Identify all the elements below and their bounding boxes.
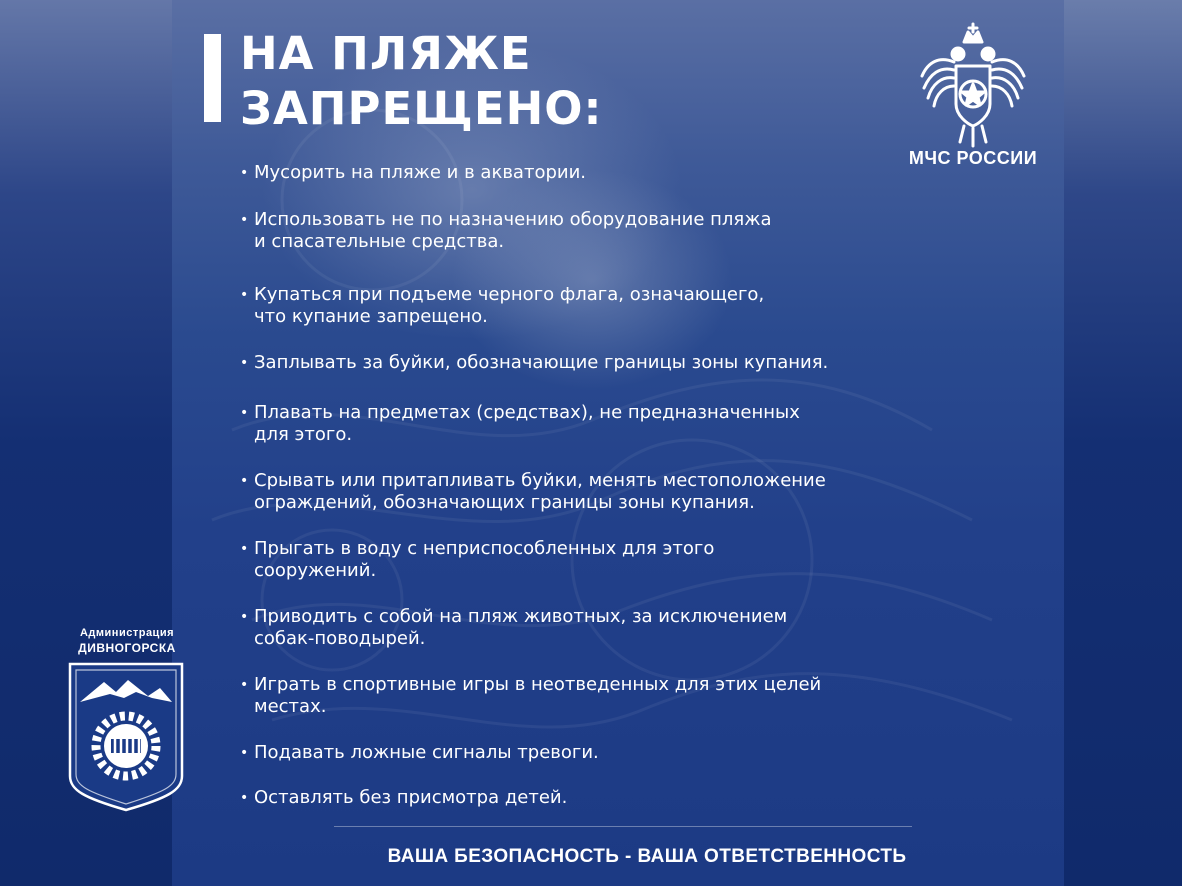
- mchs-label: МЧС РОССИИ: [908, 148, 1038, 168]
- prohibition-item: [240, 674, 828, 718]
- city-caption: [52, 626, 202, 656]
- prohibition-item-line-2: ограждений, обозначающих границы зоны купания.: [254, 492, 755, 513]
- prohibition-item-line-1: • Мусорить на пляже и в акватории.: [254, 162, 586, 183]
- poster-title: [240, 26, 603, 136]
- prohibition-item-line-1: • Купаться при подъеме черного флага, означающего,: [254, 284, 765, 305]
- prohibition-item: [240, 606, 828, 650]
- prohibition-item: [240, 742, 828, 764]
- prohibition-item-line-2: сооружений.: [254, 560, 377, 581]
- title-accent-bar: [204, 34, 221, 122]
- prohibition-item-line-1: • Срывать или притапливать буйки, менять местоположение: [254, 470, 826, 491]
- prohibition-item-line-1: • Прыгать в воду с неприспособленных для этого: [254, 538, 715, 559]
- prohibition-item-line-1: • Плавать на предметах (средствах), не предназначенных: [254, 402, 800, 423]
- mchs-eagle-emblem-icon: [914, 20, 1032, 150]
- footer-divider: [334, 826, 912, 827]
- right-margin: [1064, 0, 1182, 886]
- prohibition-item-line-2: что купание запрещено.: [254, 306, 488, 327]
- poster: [172, 0, 1064, 886]
- prohibition-item: [240, 787, 828, 809]
- title-line-2: ЗАПРЕЩЕНО:: [240, 82, 603, 135]
- prohibition-item-line-2: и спасательные средства.: [254, 231, 505, 252]
- prohibition-item: [240, 470, 828, 514]
- prohibition-item: [240, 209, 828, 253]
- prohibition-item: [240, 284, 828, 328]
- prohibition-item-line-1: • Подавать ложные сигналы тревоги.: [254, 742, 599, 763]
- prohibition-item-line-2: для этого.: [254, 424, 353, 445]
- prohibition-item: [240, 538, 828, 582]
- prohibition-item: [240, 162, 828, 184]
- divnogorsk-coat-of-arms-icon: [64, 658, 188, 814]
- footer-slogan: ВАША БЕЗОПАСНОСТЬ - ВАША ОТВЕТСТВЕННОСТЬ: [387, 846, 907, 867]
- prohibition-item: [240, 352, 828, 374]
- prohibition-item-line-2: местах.: [254, 696, 327, 717]
- prohibition-item-line-1: • Приводить с собой на пляж животных, за исключением: [254, 606, 788, 627]
- prohibition-item-line-2: собак-поводырей.: [254, 628, 426, 649]
- city-caption-line-1: Администрация: [79, 627, 175, 639]
- prohibition-item-line-1: • Заплывать за буйки, обозначающие границы зоны купания.: [254, 352, 829, 373]
- city-caption-line-2: ДИВНОГОРСКА: [78, 641, 176, 655]
- prohibition-item-line-1: • Оставлять без присмотра детей.: [254, 787, 568, 808]
- title-line-1: НА ПЛЯЖЕ: [240, 27, 532, 80]
- prohibition-item: [240, 402, 828, 446]
- prohibition-item-line-1: • Использовать не по назначению оборудование пляжа: [254, 209, 772, 230]
- prohibition-list: [240, 162, 828, 809]
- prohibition-item-line-1: • Играть в спортивные игры в неотведенных для этих целей: [254, 674, 822, 695]
